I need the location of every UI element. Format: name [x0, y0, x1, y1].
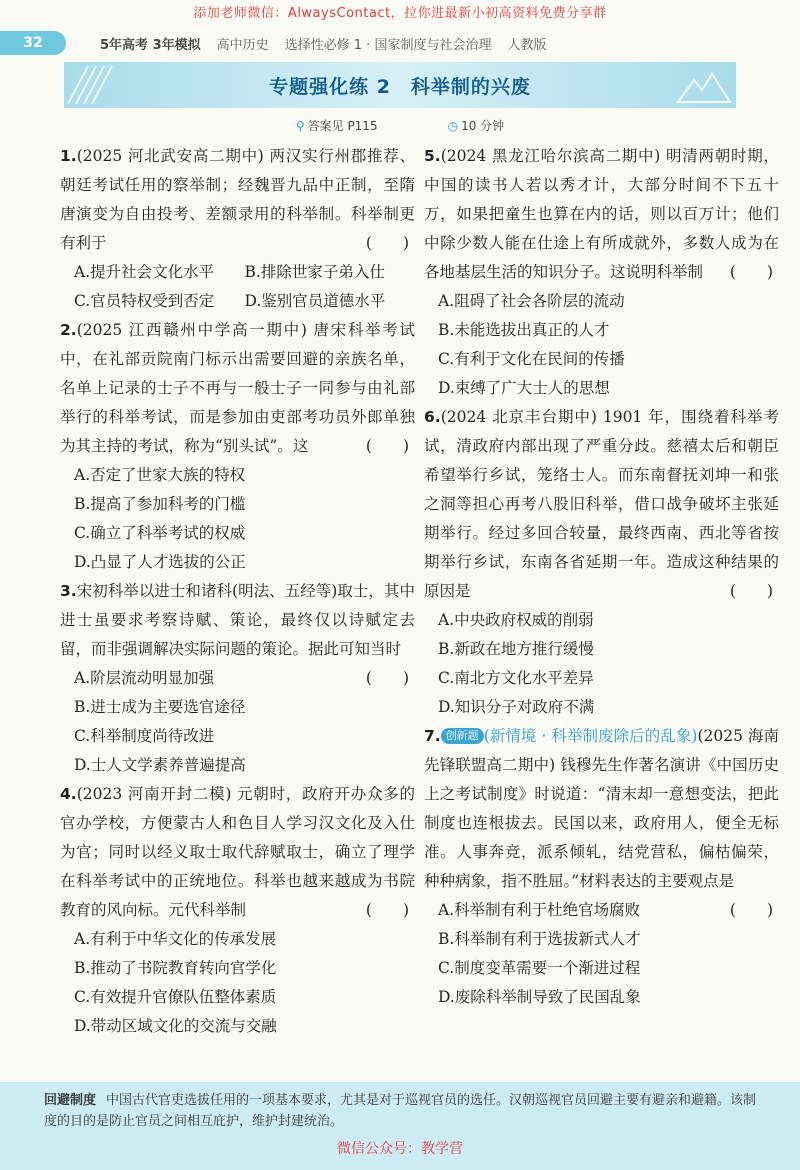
- options: [60, 664, 415, 780]
- mountain-icon: [676, 66, 732, 104]
- option-c: C.有效提升官僚队伍整体素质: [74, 988, 277, 1006]
- options: [60, 258, 415, 316]
- option-a: A.阶层流动明显加强: [74, 669, 215, 687]
- option-b: B.进士成为主要选官途径: [74, 698, 246, 716]
- question-number: 6.: [424, 408, 441, 426]
- option-b: B.科举制有利于选拔新式人才: [438, 930, 641, 948]
- book-name: 选择性必修 1 · 国家制度与社会治理: [284, 37, 492, 53]
- answer-blank: ( ): [365, 901, 409, 919]
- options: [424, 287, 779, 403]
- time-limit: ◷ 10 分钟: [447, 119, 505, 133]
- question-stem: [424, 403, 779, 606]
- answer-blank: ( ): [729, 901, 773, 919]
- option-c: C.确立了科举考试的权威: [74, 524, 246, 542]
- title-band: [64, 62, 736, 108]
- option-a: A.提升社会文化水平: [74, 263, 215, 281]
- options: [60, 461, 415, 577]
- option-c: C.有利于文化在民间的传播: [438, 350, 625, 368]
- option-a: A.科举制有利于杜绝官场腐败: [438, 901, 641, 919]
- footer-body: 中国古代官吏选拔任用的一项基本要求，尤其是对于巡视官员的选任。汉朝巡视官员回避主要有避亲和避籍。该制度的目的是防止官员之间相互庇护，维护封建统治。: [44, 1093, 757, 1129]
- clock-icon: ◷: [447, 119, 459, 133]
- running-head: [0, 30, 800, 56]
- answer-blank: ( ): [729, 582, 773, 600]
- option-d: D.束缚了广大士人的思想: [438, 379, 610, 397]
- option-a: A.阻碍了社会各阶层的流动: [438, 292, 625, 310]
- question-3: [60, 577, 415, 780]
- option-a: A.有利于中华文化的传承发展: [74, 930, 277, 948]
- answer-blank: ( ): [365, 234, 409, 252]
- answer-blank: ( ): [365, 669, 409, 687]
- question-text: (2024 黑龙江哈尔滨高二期中) 明清两朝时期，中国的读书人若以秀才计，大部分时间不下五十万，如果把童生也算在内的话，则以百万计；他们中除少数人能在仕途上有所成就外，多数人成为在各地基层生活的知识分子。这说明科举制: [424, 147, 779, 281]
- series-name: 5年高考 3年模拟: [100, 37, 201, 53]
- question-number: 4.: [60, 785, 77, 803]
- hatch-left-icon: [68, 66, 124, 104]
- question-text: (2024 北京丰台期中) 1901 年，围绕着科举考试，清政府内部出现了严重分歧。慈禧太后和朝臣希望举行乡试，笼络士人。而东南督抚刘坤一和张之洞等担心再考八股旧科举，借口战争破坏主张延期举行。经过多回合较量，最终西南、西北等省按期举行乡试，东南各省延期一年。造成这种结果的原因是: [424, 408, 779, 600]
- option-c: C.南北方文化水平差异: [438, 669, 594, 687]
- option-b: B.提高了参加科考的门槛: [74, 495, 246, 513]
- option-d: D.废除科举制导致了民国乱象: [438, 988, 641, 1006]
- question-stem: [60, 316, 415, 461]
- question-4: [60, 780, 415, 1041]
- option-d: D.带动区域文化的交流与交融: [74, 1017, 277, 1035]
- question-2: [60, 316, 415, 577]
- option-d: D.知识分子对政府不满: [438, 698, 595, 716]
- question-stem: [424, 142, 779, 287]
- option-b: B.未能选拔出真正的人才: [438, 321, 610, 339]
- question-number: 3.: [60, 582, 77, 600]
- option-a: A.中央政府权威的削弱: [438, 611, 594, 629]
- right-column: [424, 142, 779, 1012]
- question-text: 宋初科举以进士和诸科(明法、五经等)取士，其中进士虽要求考察诗赋、策论，最终仅以诗赋定去留，而非强调解决实际问题的策论。据此可知当时: [60, 582, 415, 658]
- question-text: (2025 江西赣州中学高一期中) 唐宋科举考试中，在礼部贡院南门标示出需要回避的亲族名单，名单上记录的士子不再与一般士子一同参与由礼部举行的科举考试，而是参加由吏部考功员外郎单独为其主持的考试，称为“别头试”。这: [60, 321, 415, 455]
- meta-line: [0, 117, 800, 134]
- answer-ref: ⚲ 答案见 P115: [295, 119, 378, 133]
- question-7: [424, 722, 779, 1012]
- context-tag: (新情境 · 科举制废除后的乱象): [483, 727, 698, 745]
- question-number: 7.: [424, 727, 441, 745]
- option-d: D.鉴别官员道德水平: [244, 292, 386, 310]
- option-a: A.否定了世家大族的特权: [74, 466, 246, 484]
- options: [60, 925, 415, 1041]
- question-1: [60, 142, 415, 316]
- question-number: 1.: [60, 147, 77, 165]
- question-number: 2.: [60, 321, 77, 339]
- question-stem: [60, 780, 415, 925]
- question-5: [424, 142, 779, 403]
- option-b: B.排除世家子弟入仕: [244, 263, 385, 281]
- option-b: B.新政在地方推行缓慢: [438, 640, 594, 658]
- option-c: C.官员特权受到否定: [74, 292, 215, 310]
- question-text: (2025 海南先锋联盟高二期中) 钱穆先生作著名演讲《中国历史上之考试制度》时说道：“清末却一意想变法，把此制度也连根拔去。民国以来，政府用人，便全无标准。人事奔竞，派系倾轧，结党营私，偏枯偏荣，种种病象，指不胜屈。”材料表达的主要观点是: [424, 727, 779, 890]
- answer-blank: ( ): [729, 263, 773, 281]
- page-title: 专题强化练 2 科举制的兴废: [269, 75, 531, 98]
- option-d: D.凸显了人才选拔的公正: [74, 553, 246, 571]
- question-6: [424, 403, 779, 722]
- footer-text: [44, 1090, 760, 1132]
- footer-keyword: 回避制度: [44, 1093, 97, 1108]
- option-c: C.科举制度尚待改进: [74, 727, 215, 745]
- left-column: [60, 142, 415, 1041]
- search-icon: ⚲: [295, 119, 305, 133]
- question-text: (2025 河北武安高二期中) 两汉实行州郡推荐、朝廷考试任用的察举制；经魏晋九品中正制，至隋唐演变为自由投考、差额录用的科举制。科举制更有利于: [60, 147, 415, 252]
- question-text: (2023 河南开封二模) 元朝时，政府开办众多的官办学校，方便蒙古人和色目人学习汉文化及入仕为官；同时以经义取士取代辞赋取士，确立了理学在科举考试中的正统地位。科举也越来越成为书院教育的风向标。元代科举制: [60, 785, 415, 919]
- option-c: C.制度变革需要一个渐进过程: [438, 959, 641, 977]
- options: [424, 896, 779, 1012]
- watermark-top: 添加老师微信：AlwaysContact，拉你进最新小初高资料免费分享群: [193, 6, 607, 21]
- header-text: [100, 34, 546, 53]
- page-number: 32: [0, 31, 66, 55]
- question-stem: [60, 142, 415, 258]
- option-b: B.推动了书院教育转向官学化: [74, 959, 277, 977]
- edition: 人教版: [507, 37, 547, 53]
- subject: 高中历史: [216, 37, 269, 53]
- innovation-badge: 创新题: [441, 728, 484, 744]
- watermark-bottom: 微信公众号：教学营: [337, 1141, 463, 1157]
- option-d: D.士人文学素养普遍提高: [74, 756, 246, 774]
- options: [424, 606, 779, 722]
- answer-blank: ( ): [365, 437, 409, 455]
- question-number: 5.: [424, 147, 441, 165]
